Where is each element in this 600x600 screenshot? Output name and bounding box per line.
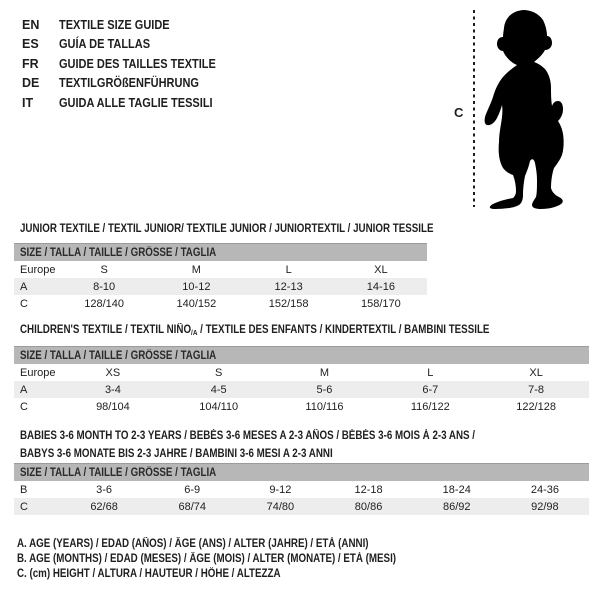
- size-cell: 152/158: [268, 297, 309, 310]
- measurement-legend: [17, 537, 463, 583]
- table-row: [14, 261, 427, 278]
- language-row: [22, 74, 237, 94]
- junior-textile-table: [14, 220, 434, 312]
- size-cell: S: [215, 366, 223, 379]
- table-row: [14, 381, 589, 398]
- size-cell: 18-24: [442, 483, 471, 496]
- language-label: GUÍA DE TALLAS: [59, 37, 151, 52]
- size-cell: 62/68: [90, 500, 118, 513]
- table-row: [14, 278, 427, 295]
- size-cell: 3-4: [104, 383, 121, 396]
- table-row: [14, 364, 589, 381]
- table-row: [14, 295, 427, 312]
- size-cell: 24-36: [530, 483, 559, 496]
- table-title: [20, 220, 434, 238]
- language-header: [22, 15, 237, 113]
- language-label: TEXTILE SIZE GUIDE: [59, 17, 170, 32]
- size-header-text: SIZE / TALLA / TAILLE / GRÖSSE / TAGLIA: [20, 349, 217, 362]
- size-cell: 128/140: [84, 297, 124, 310]
- title-subscript: /A: [191, 328, 198, 337]
- table-title-text: JUNIOR TEXTILE / TEXTIL JUNIOR/ TEXTILE JUNIOR / JUNIORTEXTIL / JUNIOR TESSILE: [20, 223, 434, 235]
- row-label: C: [20, 400, 28, 413]
- language-row: [22, 93, 237, 113]
- height-measure-label: C: [454, 105, 464, 120]
- size-header-bar: [14, 346, 589, 364]
- size-cell: 7-8: [528, 383, 545, 396]
- table-rows: [14, 364, 589, 415]
- size-cell: XL: [374, 263, 388, 276]
- language-label: TEXTILGRÖßENFÜHRUNG: [59, 76, 199, 91]
- language-row: [22, 35, 237, 55]
- baby-silhouette-icon: [479, 8, 571, 210]
- legend-line-a: [17, 537, 463, 552]
- size-cell: M: [319, 366, 330, 379]
- size-cell: 12-13: [274, 280, 303, 293]
- language-label: GUIDE DES TAILLES TEXTILE: [59, 56, 216, 71]
- size-cell: S: [100, 263, 108, 276]
- size-cell: 104/110: [199, 400, 239, 413]
- legend-text: A. AGE (YEARS) / EDAD (AÑOS) / ÂGE (ANS) / ALTER (JAHRE) / ETÀ (ANNI): [17, 538, 369, 550]
- size-cell: XL: [529, 366, 543, 379]
- legend-line-c: [17, 567, 463, 582]
- size-cell: L: [285, 263, 292, 276]
- size-header-text: SIZE / TALLA / TAILLE / GRÖSSE / TAGLIA: [20, 466, 217, 479]
- table-rows: [14, 481, 589, 515]
- table-row: [14, 481, 589, 498]
- size-cell: L: [427, 366, 434, 379]
- size-cell: 80/86: [354, 500, 383, 513]
- legend-text: C. (cm) HEIGHT / ALTURA / HAUTEUR / HÖHE / ALTEZZA: [17, 568, 281, 581]
- size-cell: 6-9: [184, 483, 201, 496]
- language-row: [22, 54, 237, 74]
- row-label: Europe: [20, 366, 56, 379]
- size-cell: 68/74: [178, 500, 206, 513]
- row-label: A: [20, 280, 28, 293]
- row-label: A: [20, 383, 28, 396]
- size-cell: 140/152: [176, 297, 217, 310]
- row-label: B: [20, 483, 28, 496]
- size-cell: XS: [105, 366, 121, 379]
- childrens-textile-table: [14, 321, 589, 415]
- title-post: / TEXTILE DES ENFANTS / KINDERTEXTIL / BAMBINI TESSILE: [197, 324, 490, 336]
- size-header-bar: [14, 463, 589, 481]
- row-label: Europe: [20, 263, 56, 276]
- table-rows: [14, 261, 427, 312]
- size-cell: 6-7: [422, 383, 439, 396]
- babies-textile-table: [14, 427, 589, 515]
- size-cell: 10-12: [182, 280, 211, 293]
- title-pre: CHILDREN'S TEXTILE / TEXTIL NIÑO: [20, 324, 192, 336]
- size-cell: 92/98: [531, 500, 559, 513]
- size-cell: M: [191, 263, 201, 276]
- legend-text: B. AGE (MONTHS) / EDAD (MESES) / ÂGE (MOIS) / ALTER (MONATE) / ETÀ (MESI): [17, 553, 397, 566]
- size-cell: 8-10: [93, 280, 116, 293]
- size-cell: 9-12: [269, 483, 292, 496]
- size-cell: 3-6: [96, 483, 113, 496]
- size-cell: 122/128: [516, 400, 556, 413]
- language-code: IT: [22, 95, 34, 110]
- size-cell: 158/170: [360, 297, 401, 310]
- table-row: [14, 398, 589, 415]
- table-title: [20, 427, 589, 463]
- height-dashed-line: [473, 10, 475, 207]
- table-title-line1: BABIES 3-6 MONTH TO 2-3 YEARS / BEBÉS 3-6 MESES A 2-3 AÑOS / BÉBÉS 3-6 MOIS À 2-3 ANS /: [20, 430, 476, 442]
- legend-line-b: [17, 552, 463, 567]
- table-row: [14, 498, 589, 515]
- language-row: [22, 15, 237, 35]
- table-title: [20, 321, 589, 342]
- size-cell: 14-16: [366, 280, 395, 293]
- language-label: GUIDA ALLE TAGLIE TESSILI: [59, 95, 213, 110]
- language-code: ES: [22, 37, 39, 52]
- language-code: DE: [22, 76, 40, 91]
- language-code: FR: [22, 56, 39, 71]
- row-label: C: [20, 500, 28, 513]
- size-header-text: SIZE / TALLA / TAILLE / GRÖSSE / TAGLIA: [20, 246, 217, 259]
- size-cell: 74/80: [266, 500, 295, 513]
- size-cell: 12-18: [354, 483, 383, 496]
- table-title-text: [20, 321, 489, 342]
- size-cell: 86/92: [442, 500, 471, 513]
- size-header-bar: [14, 243, 427, 261]
- table-title-line2: BABYS 3-6 MONATE BIS 2-3 JAHRE / BAMBINI 3-6 MESI A 2-3 ANNI: [20, 448, 333, 460]
- language-code: EN: [22, 17, 40, 32]
- row-label: C: [20, 297, 28, 310]
- size-cell: 5-6: [316, 383, 333, 396]
- size-cell: 4-5: [210, 383, 227, 396]
- size-cell: 98/104: [96, 400, 130, 413]
- size-cell: 116/122: [410, 400, 450, 413]
- size-cell: 110/116: [305, 400, 344, 413]
